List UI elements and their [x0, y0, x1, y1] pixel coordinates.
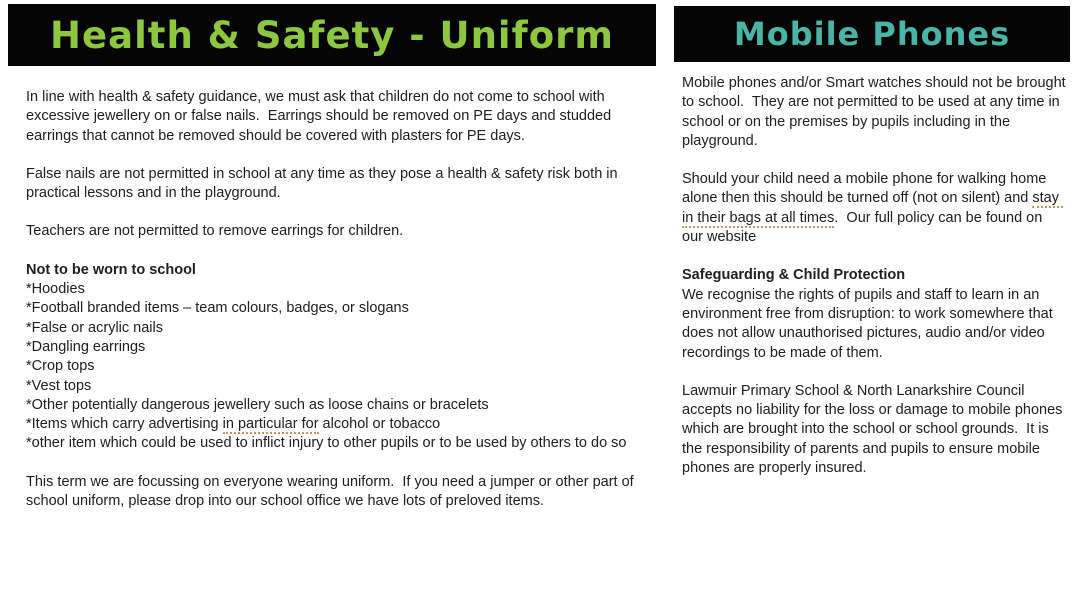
- list-item-football: *Football branded items – team colours, badges, or slogans: [26, 300, 409, 317]
- mobile-phones-title: Mobile Phones: [733, 15, 1011, 53]
- mobile-phones-banner: [674, 6, 1070, 62]
- uniform-paragraph-false-nails: False nails are not permitted in school at any time as they pose a health & safety risk both in practical lessons and in the playground.: [26, 165, 622, 202]
- list-item-dangerous-jewellery: *Other potentially dangerous jewellery such as loose chains or bracelets: [26, 396, 489, 413]
- safeguarding-heading: Safeguarding & Child Protection: [682, 267, 906, 284]
- health-safety-title: Health & Safety - Uniform: [50, 13, 614, 57]
- phones-paragraph-walking-home: [682, 170, 1066, 247]
- list-item-hoodies: *Hoodies: [26, 281, 85, 298]
- not-to-wear-list: [26, 261, 644, 454]
- uniform-paragraph-guidance: In line with health & safety guidance, we must ask that children do not come to school with excessive jewellery on or false nails. Earrings should be removed on PE days and studded earrings that cannot be removed should be covered with plasters for PE days.: [26, 89, 616, 144]
- health-safety-body: [26, 88, 644, 511]
- safeguarding-paragraph: We recognise the rights of pupils and staff to learn in an environment free from disruption: to work somewhere that does not allow unauthorised pictures, audio and/or video recordings to be made of them.: [682, 286, 1057, 361]
- safeguarding-block: [682, 266, 1066, 362]
- not-to-wear-heading: Not to be worn to school: [26, 261, 196, 278]
- list-item-dangling-earrings: *Dangling earrings: [26, 338, 146, 355]
- uniform-paragraph-closing: This term we are focussing on everyone wearing uniform. If you need a jumper or other part of school uniform, please drop into our school office we have lots of preloved items.: [26, 473, 638, 510]
- list-item-inflict-injury: *other item which could be used to inflict injury to other pupils or to be used by others to do so: [26, 435, 627, 452]
- list-item-false-nails: *False or acrylic nails: [26, 319, 163, 336]
- list-item-advertising-prefix: *Items which carry advertising: [26, 416, 223, 433]
- phones-paragraph-liability: Lawmuir Primary School & North Lanarkshire Council accepts no liability for the loss or damage to mobile phones which are brought into the school or school grounds. It is the responsibility of parents and pupils to ensure mobile phones are properly insured.: [682, 382, 1067, 477]
- health-safety-banner: [8, 4, 656, 66]
- phones-walking-home-suffix: . Our full policy can be found on our website: [682, 209, 1047, 246]
- mobile-phones-body: [682, 74, 1070, 478]
- list-item-vest-tops: *Vest tops: [26, 377, 92, 394]
- uniform-paragraph-teachers: Teachers are not permitted to remove earrings for children.: [26, 223, 404, 240]
- list-item-advertising-suffix: alcohol or tobacco: [318, 416, 441, 433]
- phones-paragraph-not-brought: Mobile phones and/or Smart watches should not be brought to school. They are not permitted to be used at any time in school or on the premises by pupils including in the playground.: [682, 75, 1070, 149]
- grammar-underline-in-particular-for: in particular for: [222, 416, 319, 433]
- grammar-underline-stay-in-bags: stay in their bags at all times: [682, 190, 1064, 226]
- list-item-crop-tops: *Crop tops: [26, 358, 95, 375]
- list-item-advertising: [26, 415, 644, 434]
- phones-walking-home-prefix: Should your child need a mobile phone for walking home alone then this should be turned off (not on silent) and: [682, 171, 1051, 207]
